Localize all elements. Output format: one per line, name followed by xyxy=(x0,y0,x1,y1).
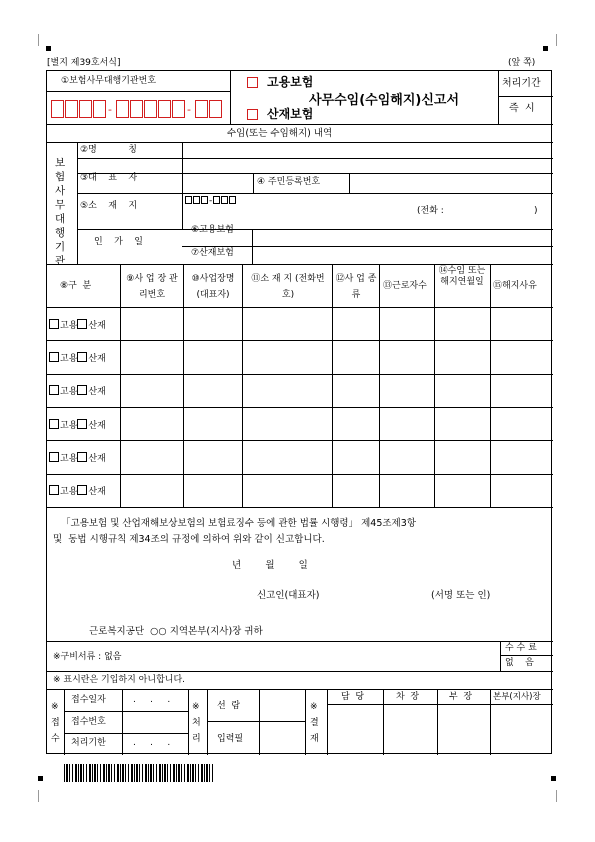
table-row[interactable] xyxy=(47,474,553,507)
section-title: 수임(또는 수임해지) 내역 xyxy=(227,128,333,139)
employment-checkbox[interactable] xyxy=(49,385,59,395)
col-header-date: ⑭수임 또는 해지연월일 xyxy=(438,266,486,287)
phone-close: ) xyxy=(534,206,538,216)
agency-side-label: 보험사무대행기관 xyxy=(55,157,66,267)
crop-mark-top-right xyxy=(543,46,548,51)
col-header-business-type: ⑫사 업 종 류 xyxy=(335,274,377,300)
employment-insurance-approval: ⑥고용보험 xyxy=(191,225,234,235)
signature-label[interactable]: (서명 또는 인) xyxy=(431,590,491,601)
industrial-checkbox[interactable] xyxy=(77,419,87,429)
industrial-option-label: 산재 xyxy=(88,353,106,364)
fee-value: 없 음 xyxy=(505,658,534,668)
entry-label: 입력필 xyxy=(217,734,244,744)
crop-line xyxy=(556,790,557,802)
col-header-business-name: ⑩사업장명 (대표자) xyxy=(191,274,235,300)
employment-option-label: 고용 xyxy=(60,320,78,331)
employment-checkbox[interactable] xyxy=(49,352,59,362)
crop-mark-bottom-left xyxy=(38,776,43,781)
col-header-business-no: ⑨사 업 장 관리번호 xyxy=(126,274,178,300)
addressee: 근로복지공단 ○○ 지역본부(지사)장 귀하 xyxy=(89,626,263,637)
crop-line xyxy=(38,34,39,46)
industrial-insurance-approval: ⑦산재보험 xyxy=(191,248,234,258)
industrial-option-label: 산재 xyxy=(88,320,106,331)
employment-checkbox[interactable] xyxy=(49,485,59,495)
receipt-date-value[interactable]: . . . xyxy=(133,695,171,705)
phone-label: (전화 : xyxy=(417,206,444,216)
col-header-type: ⑧구 분 xyxy=(60,281,92,291)
selection-label: 선 람 xyxy=(217,701,241,711)
approver-manager: 부 장 xyxy=(449,692,473,702)
employment-option-label: 고용 xyxy=(60,420,78,431)
crop-mark-bottom-right xyxy=(551,776,556,781)
table-row[interactable] xyxy=(47,340,553,373)
industrial-checkbox[interactable] xyxy=(77,319,87,329)
notice: ※ 표시란은 기입하지 아니합니다. xyxy=(53,675,186,685)
employment-option-label: 고용 xyxy=(60,487,78,498)
row-insurance-options[interactable] xyxy=(49,485,106,497)
employment-checkbox[interactable] xyxy=(49,319,59,329)
agency-name-label: ②명 칭 xyxy=(80,145,137,155)
approver-deputy: 차 장 xyxy=(396,692,420,702)
barcode xyxy=(64,764,214,782)
form-number: [별지 제39호서식] xyxy=(47,58,121,68)
table-row[interactable] xyxy=(47,440,553,473)
industrial-checkbox[interactable] xyxy=(77,485,87,495)
processing-period-label: 처리기간 xyxy=(502,78,541,89)
row-insurance-options[interactable] xyxy=(49,419,106,431)
industrial-checkbox[interactable] xyxy=(77,452,87,462)
declaration-text-line1: 「고용보험 및 산업재해보상보험의 보험료징수 등에 관한 법률 시행령」 제45조제3항 xyxy=(61,518,416,529)
crop-line xyxy=(38,790,39,802)
row-insurance-options[interactable] xyxy=(49,452,106,464)
processing-period-value: 즉 시 xyxy=(509,103,535,114)
postal-code-boxes[interactable]: - xyxy=(185,196,237,206)
industrial-option-label: 산재 xyxy=(88,387,106,398)
employment-insurance-checkbox[interactable] xyxy=(247,77,258,88)
crop-line xyxy=(556,34,557,46)
declaration-date[interactable]: 년 월 일 xyxy=(232,560,308,571)
employment-option-label: 고용 xyxy=(60,453,78,464)
resident-number-label: ④ 주민등록번호 xyxy=(257,177,321,187)
row-insurance-options[interactable] xyxy=(49,352,106,364)
col-header-reason: ⑮해지사유 xyxy=(493,281,537,291)
receipt-number-label: 접수번호 xyxy=(71,717,106,727)
industrial-option-label: 산재 xyxy=(88,453,106,464)
form-title: 사무수임(수임해지)신고서 xyxy=(309,93,460,108)
employment-option-label: 고용 xyxy=(60,387,78,398)
address-label: ⑤소 재 지 xyxy=(80,201,138,211)
deadline-value[interactable]: . . . xyxy=(133,738,171,748)
industrial-checkbox[interactable] xyxy=(77,385,87,395)
approval-date-label: 인 가 일 xyxy=(94,237,143,247)
declaration-text-line2: 및 동법 시행규칙 제34조의 규정에 의하여 위와 같이 신고합니다. xyxy=(53,534,325,545)
employment-insurance-label: 고용보험 xyxy=(267,75,314,89)
approver-head: 본부(지사)장 xyxy=(493,692,541,702)
mgmt-number-label: ①보험사무대행기관번호 xyxy=(61,76,157,86)
deadline-label: 처리기한 xyxy=(71,738,106,748)
employment-checkbox[interactable] xyxy=(49,452,59,462)
industrial-checkbox[interactable] xyxy=(77,352,87,362)
approver-staff: 담 당 xyxy=(341,692,365,702)
row-insurance-options[interactable] xyxy=(49,319,106,331)
industrial-option-label: 산재 xyxy=(88,420,106,431)
table-row[interactable] xyxy=(47,374,553,407)
industrial-option-label: 산재 xyxy=(88,487,106,498)
table-row[interactable] xyxy=(47,407,553,440)
required-documents: ※구비서류 : 없음 xyxy=(53,652,122,662)
crop-mark-top-left xyxy=(46,46,51,51)
receipt-side-label: ※접수 xyxy=(51,702,60,744)
table-row[interactable] xyxy=(47,307,553,340)
col-header-workers: ⑬근로자수 xyxy=(383,281,427,291)
col-header-address: ⑪소 재 지 (전화번호) xyxy=(251,274,325,300)
employment-option-label: 고용 xyxy=(60,353,78,364)
declarant-label: 신고인(대표자) xyxy=(257,590,320,601)
representative-label: ③대 표 자 xyxy=(80,173,138,183)
processing-side-label: ※처리 xyxy=(192,702,201,744)
page-side: (앞 쪽) xyxy=(508,58,536,68)
industrial-insurance-label: 산재보험 xyxy=(267,107,314,121)
mgmt-number-field[interactable]: - - xyxy=(51,100,229,120)
receipt-date-label: 접수일자 xyxy=(71,695,106,705)
approval-side-label: ※결재 xyxy=(310,702,319,744)
fee-label: 수 수 료 xyxy=(505,643,537,653)
declaration-form xyxy=(46,70,552,754)
employment-checkbox[interactable] xyxy=(49,419,59,429)
row-insurance-options[interactable] xyxy=(49,385,106,397)
industrial-insurance-checkbox[interactable] xyxy=(247,109,258,120)
